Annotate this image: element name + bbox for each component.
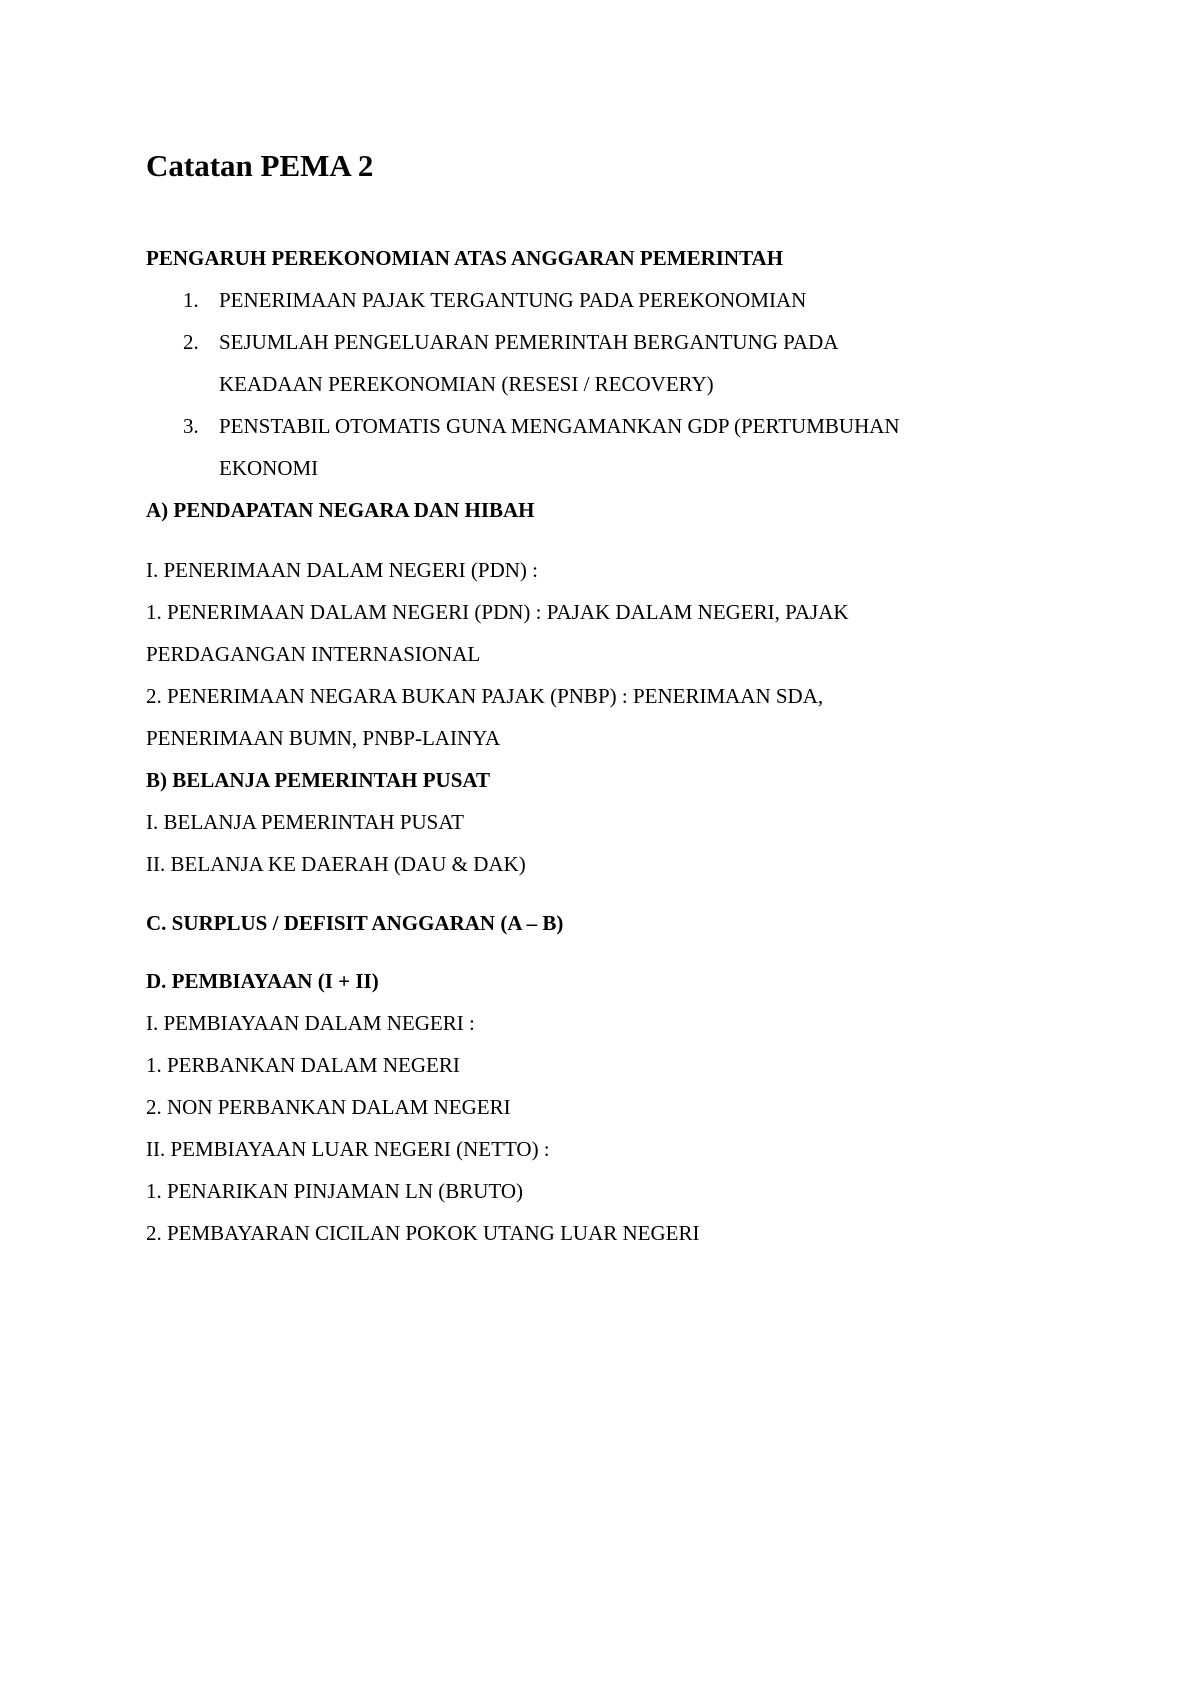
section-heading-b: B) BELANJA PEMERINTAH PUSAT <box>146 768 491 792</box>
section-heading-d: D. PEMBIAYAAN (I + II) <box>146 969 379 993</box>
section-heading-c: C. SURPLUS / DEFISIT ANGGARAN (A – B) <box>146 911 564 935</box>
text-line: PERDAGANGAN INTERNASIONAL <box>146 642 481 666</box>
text-line: I. PENERIMAAN DALAM NEGERI (PDN) : <box>146 558 538 582</box>
list-number: 1. <box>183 288 199 312</box>
text-line: 1. PENERIMAAN DALAM NEGERI (PDN) : PAJAK DALAM NEGERI, PAJAK <box>146 600 849 624</box>
section-heading-a: A) PENDAPATAN NEGARA DAN HIBAH <box>146 498 535 522</box>
list-item-text: KEADAAN PEREKONOMIAN (RESESI / RECOVERY) <box>219 372 714 396</box>
text-line: 2. NON PERBANKAN DALAM NEGERI <box>146 1095 511 1119</box>
text-line: PENERIMAAN BUMN, PNBP-LAINYA <box>146 726 501 750</box>
list-item-text: SEJUMLAH PENGELUARAN PEMERINTAH BERGANTUNG PADA <box>219 330 839 354</box>
list-number: 3. <box>183 414 199 438</box>
document-title: Catatan PEMA 2 <box>146 148 374 183</box>
list-item-text: EKONOMI <box>219 456 319 480</box>
text-line: I. BELANJA PEMERINTAH PUSAT <box>146 810 465 834</box>
section-heading-pengaruh: PENGARUH PEREKONOMIAN ATAS ANGGARAN PEMERINTAH <box>146 246 784 270</box>
list-number: 2. <box>183 330 199 354</box>
list-item-text: PENERIMAAN PAJAK TERGANTUNG PADA PEREKONOMIAN <box>219 288 807 312</box>
text-line: 2. PENERIMAAN NEGARA BUKAN PAJAK (PNBP) : PENERIMAAN SDA, <box>146 684 824 708</box>
text-line: II. BELANJA KE DAERAH (DAU & DAK) <box>146 852 526 876</box>
text-line: 1. PENARIKAN PINJAMAN LN (BRUTO) <box>146 1179 524 1203</box>
text-line: I. PEMBIAYAAN DALAM NEGERI : <box>146 1011 475 1035</box>
text-line: 2. PEMBAYARAN CICILAN POKOK UTANG LUAR NEGERI <box>146 1221 700 1245</box>
text-line: II. PEMBIAYAAN LUAR NEGERI (NETTO) : <box>146 1137 550 1161</box>
list-item-text: PENSTABIL OTOMATIS GUNA MENGAMANKAN GDP (PERTUMBUHAN <box>219 414 900 438</box>
text-line: 1. PERBANKAN DALAM NEGERI <box>146 1053 460 1077</box>
